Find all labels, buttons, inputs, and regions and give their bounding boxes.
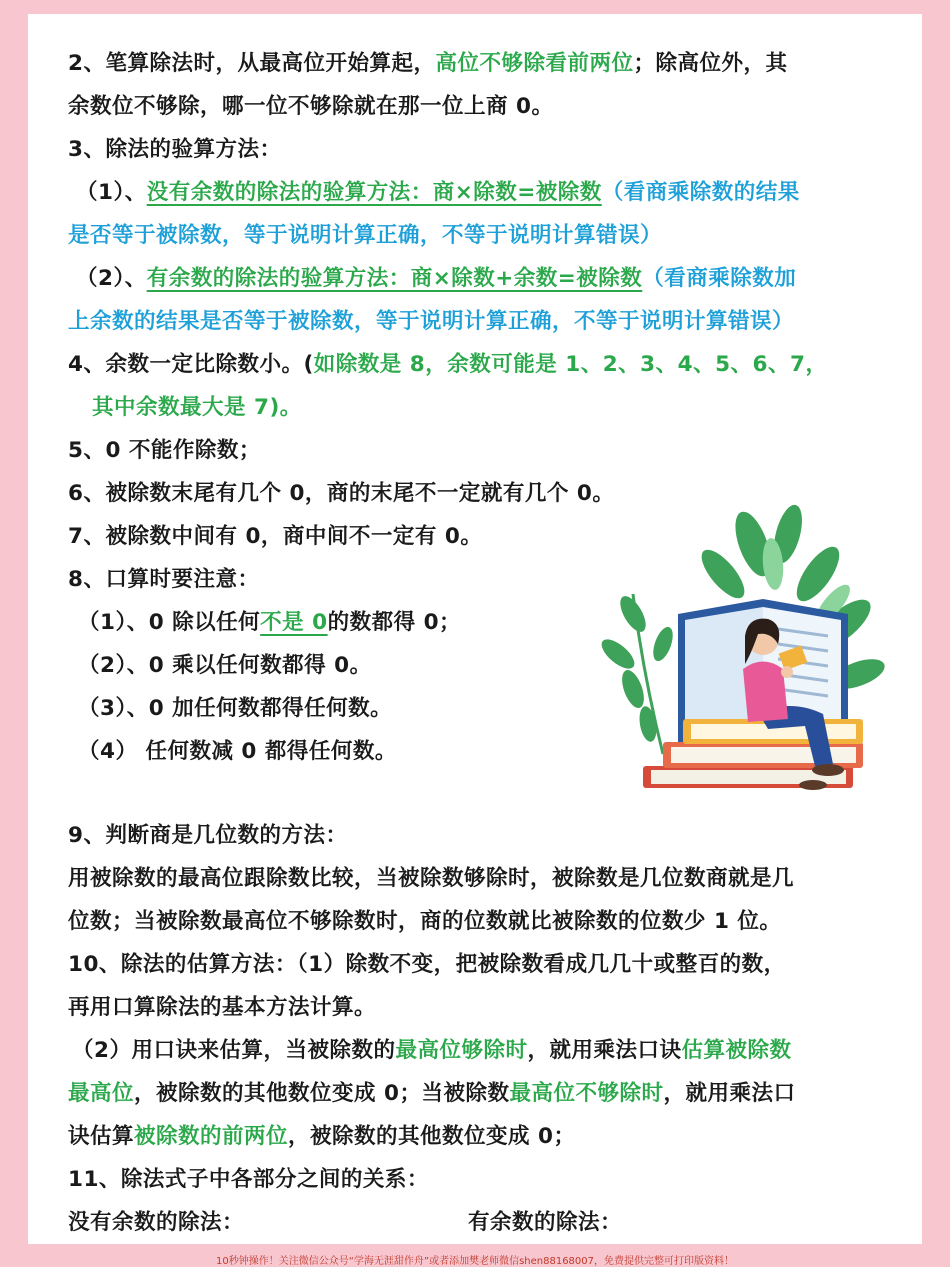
highlight-green: 如除数是 8，余数可能是 1、2、3、4、5、6、7， bbox=[313, 352, 828, 377]
line-9-a: 用被除数的最高位跟除数比较，当被除数够除时，被除数是几位数商就是几 bbox=[68, 866, 795, 891]
line-5: 5、0 不能作除数； bbox=[68, 438, 261, 463]
heading-8: 8、口算时要注意： bbox=[68, 567, 260, 592]
line-11-left: 没有余数的除法： bbox=[68, 1210, 245, 1235]
highlight-green: 最高位不够除时 bbox=[509, 1081, 664, 1106]
line-6: 6、被除数末尾有几个 0，商的末尾不一定就有几个 0。 bbox=[68, 481, 615, 506]
highlight-blue: （看商乘除数的结果 bbox=[601, 180, 800, 205]
highlight-green-underlined: 有余数的除法的验算方法：商×除数+余数=被除数 bbox=[146, 266, 643, 291]
line-3-1-cont: 是否等于被除数，等于说明计算正确，不等于说明计算错误） bbox=[68, 223, 663, 248]
line-10-2-b: 最高位，被除数的其他数位变成 0；当被除数最高位不够除时，就用乘法口 bbox=[68, 1081, 796, 1106]
line-4-cont: 其中余数最大是 7)。 bbox=[92, 395, 302, 420]
highlight-blue: （看商乘除数加 bbox=[642, 266, 797, 291]
highlight-green: 最高位 bbox=[68, 1081, 135, 1106]
line-3-2: （2）、有余数的除法的验算方法：商×除数+余数=被除数（看商乘除数加 bbox=[76, 266, 797, 291]
document-page bbox=[28, 14, 922, 1244]
line-11-right: 有余数的除法： bbox=[468, 1210, 623, 1235]
girl-reading-on-books-icon bbox=[573, 504, 893, 804]
highlight-green-underlined: 没有余数的除法的验算方法：商×除数=被除数 bbox=[146, 180, 602, 205]
highlight-green-underlined: 不是 0 bbox=[260, 610, 328, 635]
line-7: 7、被除数中间有 0，商中间不一定有 0。 bbox=[68, 524, 483, 549]
line-4: 4、余数一定比除数小。(如除数是 8，余数可能是 1、2、3、4、5、6、7， bbox=[68, 352, 828, 377]
line-10-cont: 再用口算除法的基本方法计算。 bbox=[68, 995, 377, 1020]
highlight-green: 被除数的前两位 bbox=[134, 1124, 289, 1149]
line-3-2-cont: 上余数的结果是否等于被除数，等于说明计算正确，不等于说明计算错误） bbox=[68, 309, 795, 334]
line-10: 10、除法的估算方法：（1）除数不变，把被除数看成几几十或整百的数， bbox=[68, 952, 786, 977]
heading-9: 9、判断商是几位数的方法： bbox=[68, 823, 348, 848]
line-9-b: 位数；当被除数最高位不够除数时，商的位数就比被除数的位数少 1 位。 bbox=[68, 909, 782, 934]
line-8-1: （1）、0 除以任何不是 0的数都得 0； bbox=[78, 610, 462, 635]
highlight-green: 高位不够除看前两位 bbox=[435, 51, 634, 76]
line-2-cont: 余数位不够除，哪一位不够除就在那一位上商 0。 bbox=[68, 94, 554, 119]
line-10-2: （2）用口诀来估算，当被除数的最高位够除时，就用乘法口诀估算被除数 bbox=[72, 1038, 792, 1063]
line-8-4: （4） 任何数减 0 都得任何数。 bbox=[78, 739, 397, 764]
heading-3: 3、除法的验算方法： bbox=[68, 137, 282, 162]
line-8-2: （2）、0 乘以任何数都得 0。 bbox=[78, 653, 372, 678]
highlight-green: 估算被除数 bbox=[681, 1038, 792, 1063]
heading-11: 11、除法式子中各部分之间的关系： bbox=[68, 1167, 429, 1192]
line-8-3: （3）、0 加任何数都得任何数。 bbox=[78, 696, 393, 721]
highlight-green: 最高位够除时 bbox=[395, 1038, 528, 1063]
line-3-1: （1）、没有余数的除法的验算方法：商×除数=被除数（看商乘除数的结果 bbox=[76, 180, 800, 205]
line-10-2-c: 诀估算被除数的前两位，被除数的其他数位变成 0； bbox=[68, 1124, 576, 1149]
line-2: 2、笔算除法时，从最高位开始算起，高位不够除看前两位；除高位外，其 bbox=[68, 51, 788, 76]
footer-note: 10秒钟操作！关注微信公众号“学海无涯甜作舟”或者添加樊老师微信shen88168007，免费提供完整可打印版资料！ bbox=[215, 1256, 735, 1267]
